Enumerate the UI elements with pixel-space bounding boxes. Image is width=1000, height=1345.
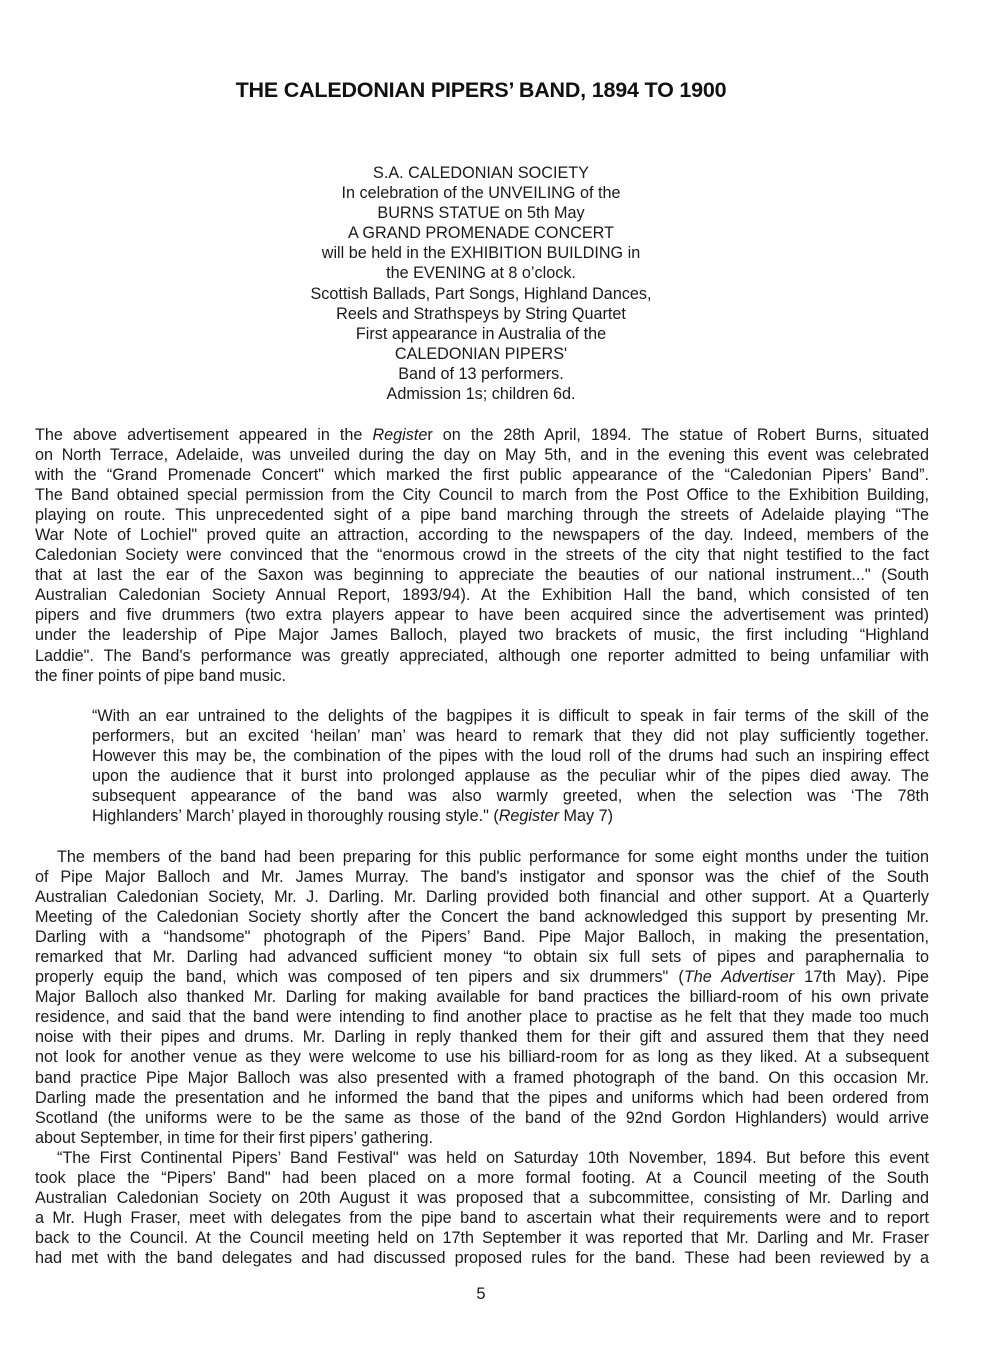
italic-citation: Registe <box>372 426 428 444</box>
text-segment: had met with the band delegates and had discussed proposed rules for the band. These had been reviewed by a <box>35 1249 929 1268</box>
text-line <box>35 545 929 565</box>
italic-citation: The Advertiser <box>683 968 795 987</box>
advertisement-line: will be held in the EXHIBITION BUILDING in <box>321 244 641 263</box>
text-line <box>35 505 929 525</box>
text-line <box>35 646 929 666</box>
text-segment: that at last the ear of the Saxon was beginning to appreciate the beauties of our national instrument..." (South <box>35 566 929 585</box>
text-segment: of Pipe Major Balloch and Mr. James Murray. The band's instigator and sponsor was the chief of the South <box>35 868 929 887</box>
text-line <box>35 867 929 887</box>
text-line <box>35 565 929 585</box>
text-segment: with the “Grand Promenade Concert" which marked the first public appearance of the “Caledonian Pipers’ Band”. <box>35 466 929 485</box>
text-segment: under the leadership of Pipe Major James Balloch, played two brackets of music, the first including “Highland <box>35 626 929 645</box>
text-segment: Major Balloch also thanked Mr. Darling for making available for band practices the billiard-room of his own private <box>35 988 929 1007</box>
advertisement-line: BURNS STATUE on 5th May <box>377 204 585 223</box>
text-segment: about September, in time for their first pipers’ gathering. <box>35 1128 433 1147</box>
text-segment: playing on route. This unprecedented sight of a pipe band marching through the streets of Adelaide playing “The <box>35 506 929 525</box>
text-line <box>35 525 929 545</box>
text-segment: back to the Council. At the Council meeting held on 17th September it was reported that Mr. Darling and Mr. Fraser <box>35 1229 929 1248</box>
text-segment: r on the 28th April, 1894. The statue of Robert Burns, situated <box>427 426 929 444</box>
text-segment: However this may be, the combination of the pipes with the loud roll of the drums had such an inspiring effect <box>92 747 929 766</box>
paragraph-3 <box>35 1148 929 1268</box>
text-line <box>92 706 929 726</box>
text-line <box>35 1027 929 1047</box>
advertisement-line: In celebration of the UNVEILING of the <box>341 184 621 203</box>
paragraph-2 <box>35 847 929 1148</box>
text-line <box>35 927 929 947</box>
text-segment: subsequent appearance of the band was also warmly greeted, when the selection was ‘The 78th <box>92 787 929 806</box>
text-line <box>35 1248 929 1268</box>
text-line <box>35 1188 929 1208</box>
text-segment: upon the audience that it burst into prolonged applause as the peculiar whir of the pipes died away. The <box>92 767 929 786</box>
text-segment: a Mr. Hugh Fraser, meet with delegates from the pipe band to ascertain what their requirements were and to report <box>35 1209 929 1228</box>
text-segment: Highlanders’ March’ played in thoroughly rousing style." ( <box>92 807 499 826</box>
text-segment: The members of the band had been preparing for this public performance for some eight months under the tuition <box>57 848 929 866</box>
italic-citation: Register <box>498 807 560 826</box>
text-segment: remarked that Mr. Darling had advanced sufficient money “to obtain six full sets of pipes and paraphernalia to <box>35 948 929 967</box>
text-segment: War Note of Lochiel" proved quite an attraction, according to the newspapers of the day. Indeed, members of the <box>35 526 929 545</box>
text-segment: Caledonian Society were convinced that the “enormous crowd in the streets of the city that night testified to the fact <box>35 546 929 565</box>
text-segment: “The First Continental Pipers’ Band Festival" was held on Saturday 10th November, 1894. But before this event <box>57 1149 929 1167</box>
advertisement-line: S.A. CALEDONIAN SOCIETY <box>373 164 589 182</box>
text-line <box>35 1168 929 1188</box>
advertisement-line: the EVENING at 8 o’clock. <box>386 264 576 283</box>
text-line <box>35 1208 929 1228</box>
text-line <box>35 1228 929 1248</box>
text-segment: on North Terrace, Adelaide, was unveiled during the day on May 5th, and in the evening this event was celebrated <box>35 446 929 465</box>
paragraph-1 <box>35 425 929 686</box>
text-segment: performers, but an excited ‘heilan’ man’ was heard to remark that they did not play sufficiently together. <box>92 727 929 746</box>
text-line <box>92 766 929 786</box>
text-line <box>92 746 929 766</box>
text-line <box>35 666 929 686</box>
text-line <box>35 625 929 645</box>
advertisement-line: Reels and Strathspeys by String Quartet <box>336 304 626 323</box>
text-line <box>35 1128 929 1148</box>
text-segment: not look for another venue as they were welcome to use his billiard-room for as long as they liked. At a subsequent <box>35 1048 929 1067</box>
text-segment: Darling with a “handsome" photograph of the Pipers’ Band. Pipe Major Balloch, in making the presentation, <box>35 928 929 947</box>
text-line <box>35 1088 929 1108</box>
text-segment: residence, and said that the band were intending to find another place to practise as he felt that they made too much <box>35 1008 929 1027</box>
text-line <box>35 605 929 625</box>
text-line <box>35 847 929 867</box>
advertisement-block <box>0 163 962 404</box>
text-segment: took place the “Pipers’ Band" had been placed on a more formal footing. At a Council meeting of the South <box>35 1169 929 1188</box>
text-segment: noise with their pipes and drums. Mr. Darling in reply thanked them for their gift and assured them that they need <box>35 1028 929 1047</box>
text-line <box>35 887 929 907</box>
text-segment: properly equip the band, which was composed of ten pipers and six drummers" ( <box>35 968 684 987</box>
text-line <box>35 445 929 465</box>
text-line <box>35 585 929 605</box>
text-line <box>35 907 929 927</box>
text-segment: the finer points of pipe band music. <box>35 666 287 685</box>
advertisement-line: CALEDONIAN PIPERS' <box>394 344 568 363</box>
text-segment: Australian Caledonian Society on 20th August it was proposed that a subcommittee, consisting of Mr. Darling and <box>35 1189 929 1208</box>
text-segment: Australian Caledonian Society Annual Report, 1893/94). At the Exhibition Hall the band, which consisted of ten <box>35 586 929 605</box>
text-line <box>92 806 929 826</box>
text-segment: 17th May). Pipe <box>794 968 929 987</box>
text-line <box>92 726 929 746</box>
text-line <box>35 1007 929 1027</box>
text-line <box>35 987 929 1007</box>
text-line <box>35 1148 929 1168</box>
advertisement-line: A GRAND PROMENADE CONCERT <box>348 224 614 243</box>
text-segment: The Band obtained special permission from the City Council to march from the Post Office to the Exhibition Building, <box>35 486 929 505</box>
text-line <box>35 485 929 505</box>
page-title: THE CALEDONIAN PIPERS’ BAND, 1894 TO 1900 <box>235 78 727 102</box>
advertisement-line: Admission 1s; children 6d. <box>386 385 576 404</box>
text-segment: Scotland (the uniforms were to be the same as those of the band of the 92nd Gordon Highlanders) would arrive <box>35 1108 929 1127</box>
text-segment: The above advertisement appeared in the <box>35 426 373 444</box>
text-segment: Meeting of the Caledonian Society shortly after the Concert the band acknowledged this support by presenting Mr. <box>35 908 929 927</box>
advertisement-line: Scottish Ballads, Part Songs, Highland Dances, <box>310 284 652 303</box>
text-segment: Darling made the presentation and he informed the band that the pipes and uniforms which had been ordered from <box>35 1088 929 1107</box>
text-line <box>92 786 929 806</box>
advertisement-line: Band of 13 performers. <box>398 364 564 383</box>
block-quote <box>92 706 929 826</box>
text-segment: band practice Pipe Major Balloch was also presented with a framed photograph of the band. On this occasion Mr. <box>35 1068 929 1087</box>
text-segment: Australian Caledonian Society, Mr. J. Darling. Mr. Darling provided both financial and other support. At a Quarterly <box>35 888 929 907</box>
text-line <box>35 1068 929 1088</box>
text-segment: Laddie". The Band's performance was greatly appreciated, although one reporter admitted to being unfamiliar with <box>35 646 929 665</box>
text-line <box>35 1108 929 1128</box>
text-segment: “With an ear untrained to the delights of the bagpipes it is difficult to speak in fair terms of the skill of the <box>92 707 929 725</box>
text-line <box>35 967 929 987</box>
advertisement-line: First appearance in Australia of the <box>355 324 607 343</box>
text-segment: May 7) <box>559 807 613 826</box>
text-line <box>35 1047 929 1067</box>
text-line <box>35 425 929 445</box>
text-segment: pipers and five drummers (two extra players appear to have been acquired since the advertisement was printed) <box>35 606 929 625</box>
text-line <box>35 465 929 485</box>
text-line <box>35 947 929 967</box>
page-number: 5 <box>476 1285 486 1303</box>
